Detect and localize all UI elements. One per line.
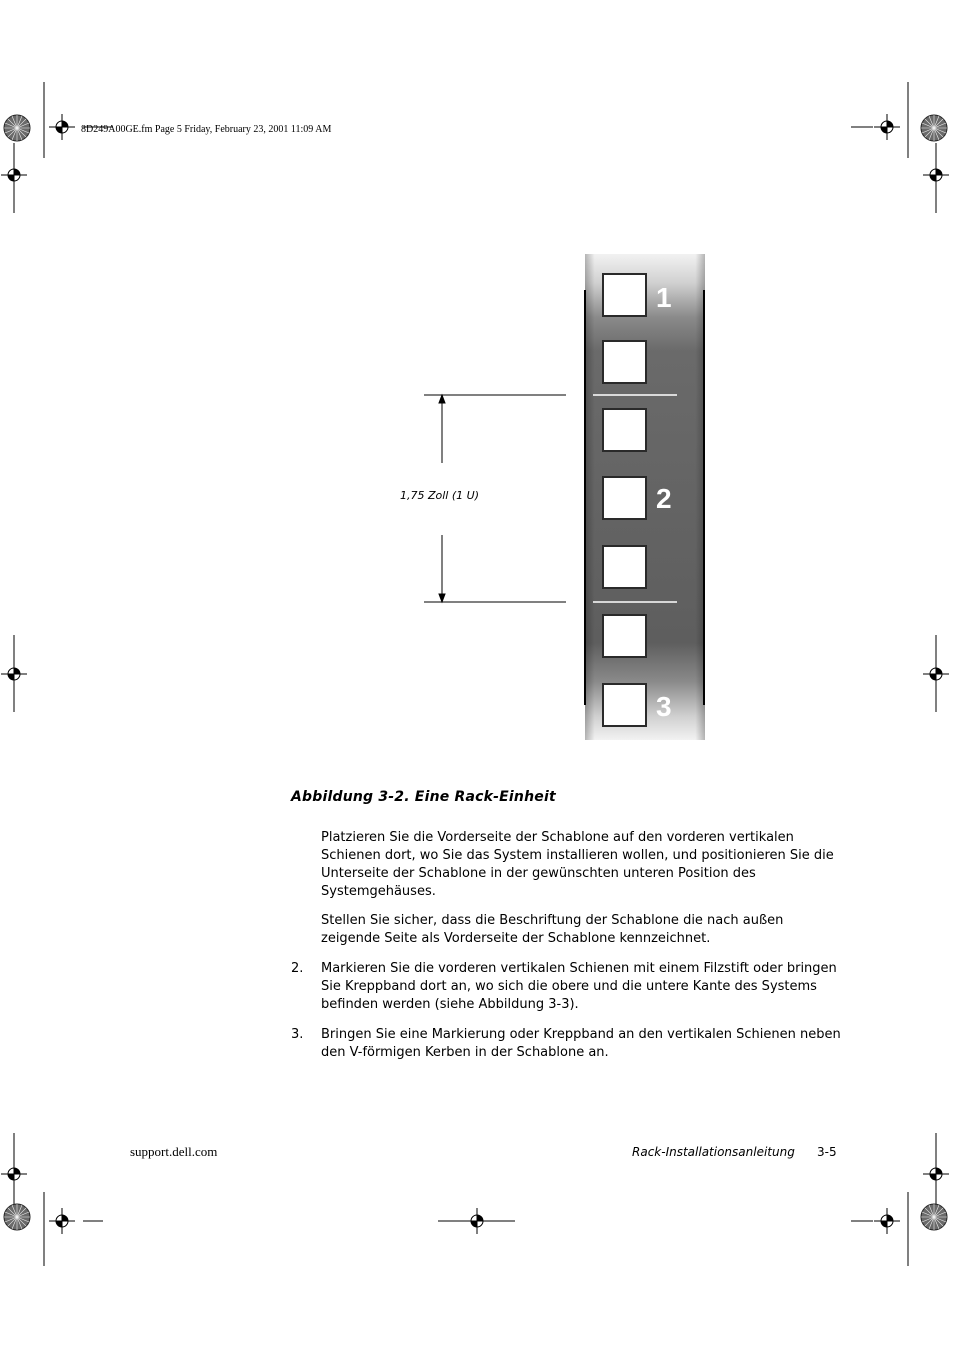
footer-website: support.dell.com bbox=[130, 1144, 218, 1159]
rail-hole bbox=[603, 684, 646, 726]
figure-caption: Abbildung 3-2. Eine Rack-Einheit bbox=[291, 789, 556, 805]
instruction-paragraph: Stellen Sie sicher, dass die Beschriftung der Schablone die nach außen zeigende Seite als Vorderseite der Schablone kennzeichnet. bbox=[321, 913, 784, 946]
print-slug: 8D249A00GE.fm Page 5 Friday, February 23, 2001 11:09 AM bbox=[81, 124, 332, 135]
rail-hole bbox=[603, 409, 646, 451]
rail-hole bbox=[603, 615, 646, 657]
dimension-label: 1,75 Zoll (1 U) bbox=[400, 489, 479, 502]
step-text: Markieren Sie die vorderen vertikalen Schienen mit einem Filzstift oder bringen Sie Kreppband dort an, wo sich die obere und die untere Kante des Systems befinden werden (siehe Abbildung 3-3). bbox=[321, 961, 837, 1012]
unit-number: 2 bbox=[656, 483, 672, 514]
rail-hole bbox=[603, 546, 646, 588]
unit-number: 3 bbox=[656, 691, 672, 722]
footer-page-number: 3-5 bbox=[817, 1145, 837, 1159]
unit-number: 1 bbox=[656, 282, 672, 313]
rail-hole bbox=[603, 341, 646, 383]
instruction-paragraph: Platzieren Sie die Vorderseite der Schablone auf den vorderen vertikalen Schienen dort, wo Sie das System installieren wollen, und positionieren Sie die Unterseite der Schablone in der gewünschten unteren Position des Systemgehäuses. bbox=[321, 830, 834, 899]
footer-doc-title: Rack-Installationsanleitung bbox=[632, 1145, 795, 1159]
step-number: 2. bbox=[291, 961, 304, 976]
rail-hole bbox=[603, 274, 646, 316]
step-number: 3. bbox=[291, 1027, 304, 1042]
step-text: Bringen Sie eine Markierung oder Kreppband an den vertikalen Schienen neben den V-förmigen Kerben in der Schablone an. bbox=[321, 1027, 841, 1060]
rail-hole bbox=[603, 477, 646, 519]
